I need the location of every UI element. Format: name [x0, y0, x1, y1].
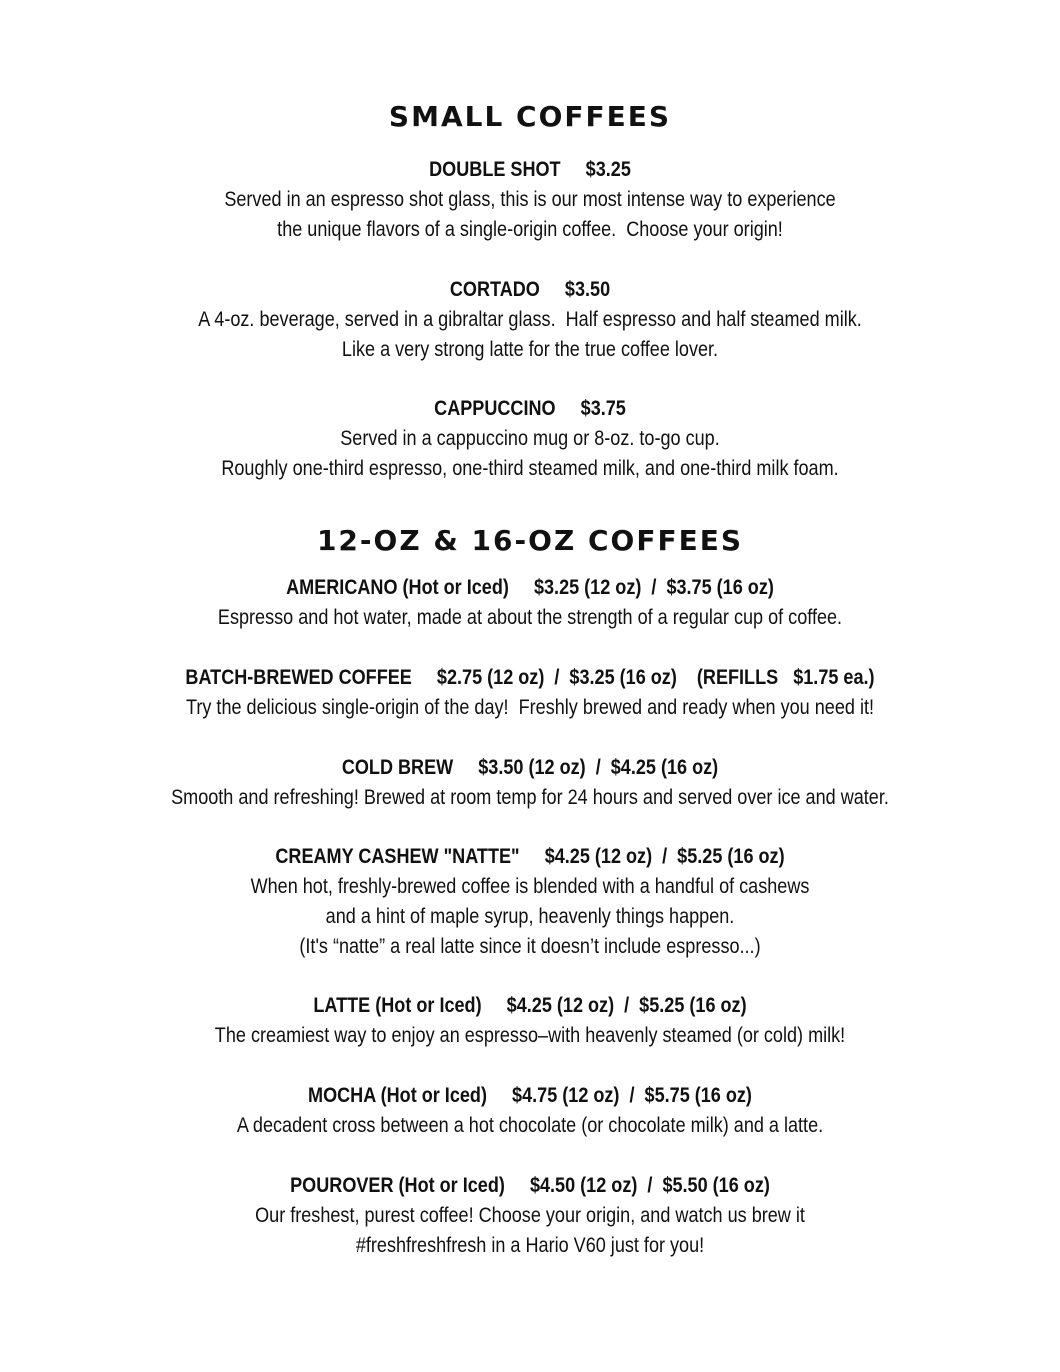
item-description-line: Espresso and hot water, made at about the strength of a regular cup of coffee. — [217, 606, 843, 629]
menu-item-double-shot — [0, 155, 1060, 245]
menu-item-cold-brew — [0, 753, 1060, 813]
item-description-line: the unique flavors of a single-origin coffee. Choose your origin! — [277, 218, 783, 241]
item-description-line: Served in an espresso shot glass, this is our most intense way to experience — [224, 188, 836, 211]
item-heading: BATCH-BREWED COFFEE $2.75 (12 oz) / $3.25 (16 oz) (REFILLS $1.75 ea.) — [185, 666, 875, 689]
item-description-line: Served in a cappuccino mug or 8-oz. to-go cup. — [340, 427, 720, 450]
item-heading: CORTADO $3.50 — [449, 278, 611, 301]
menu-item-americano — [0, 573, 1060, 633]
item-description-line: Try the delicious single-origin of the day! Freshly brewed and ready when you need it! — [185, 696, 874, 719]
menu-item-pourover — [0, 1171, 1060, 1261]
item-description-line: (It's “natte” a real latte since it doesn’t include espresso...) — [299, 935, 761, 958]
item-description-line: and a hint of maple syrup, heavenly things happen. — [325, 905, 735, 928]
section-title-12oz-16oz-coffees: 12-OZ & 16-OZ COFFEES — [316, 524, 744, 557]
item-heading: CREAMY CASHEW "NATTE" $4.25 (12 oz) / $5.25 (16 oz) — [275, 845, 785, 868]
item-heading: AMERICANO (Hot or Iced) $3.25 (12 oz) / $3.75 (16 oz) — [286, 576, 774, 599]
item-description-line: The creamiest way to enjoy an espresso–with heavenly steamed (or cold) milk! — [214, 1024, 846, 1047]
menu-item-cortado — [0, 275, 1060, 365]
item-description-line: Like a very strong latte for the true coffee lover. — [341, 338, 719, 361]
item-heading: POUROVER (Hot or Iced) $4.50 (12 oz) / $5.50 (16 oz) — [290, 1174, 770, 1197]
item-description-line: When hot, freshly-brewed coffee is blended with a handful of cashews — [250, 875, 810, 898]
section-title-small-coffees: SMALL COFFEES — [388, 100, 672, 133]
item-description-line: Our freshest, purest coffee! Choose your origin, and watch us brew it — [255, 1204, 805, 1227]
item-description-line: A decadent cross between a hot chocolate (or chocolate milk) and a latte. — [236, 1114, 824, 1137]
item-description-line: #freshfreshfresh in a Hario V60 just for you! — [355, 1234, 705, 1257]
item-heading: LATTE (Hot or Iced) $4.25 (12 oz) / $5.25 (16 oz) — [313, 994, 747, 1017]
item-heading: DOUBLE SHOT $3.25 — [429, 158, 631, 181]
menu-item-batch-brewed-coffee — [0, 663, 1060, 723]
menu-item-creamy-cashew-natte — [0, 842, 1060, 962]
item-heading: MOCHA (Hot or Iced) $4.75 (12 oz) / $5.75 (16 oz) — [308, 1084, 752, 1107]
item-description-line: Roughly one-third espresso, one-third steamed milk, and one-third milk foam. — [221, 457, 839, 480]
menu-item-latte — [0, 991, 1060, 1051]
item-heading: COLD BREW $3.50 (12 oz) / $4.25 (16 oz) — [341, 756, 719, 779]
item-description-line: A 4-oz. beverage, served in a gibraltar glass. Half espresso and half steamed milk. — [198, 308, 862, 331]
item-heading: CAPPUCCINO $3.75 — [434, 397, 626, 420]
menu-item-cappuccino — [0, 394, 1060, 484]
menu-item-mocha — [0, 1081, 1060, 1141]
item-description-line: Smooth and refreshing! Brewed at room temp for 24 hours and served over ice and water. — [171, 786, 889, 809]
